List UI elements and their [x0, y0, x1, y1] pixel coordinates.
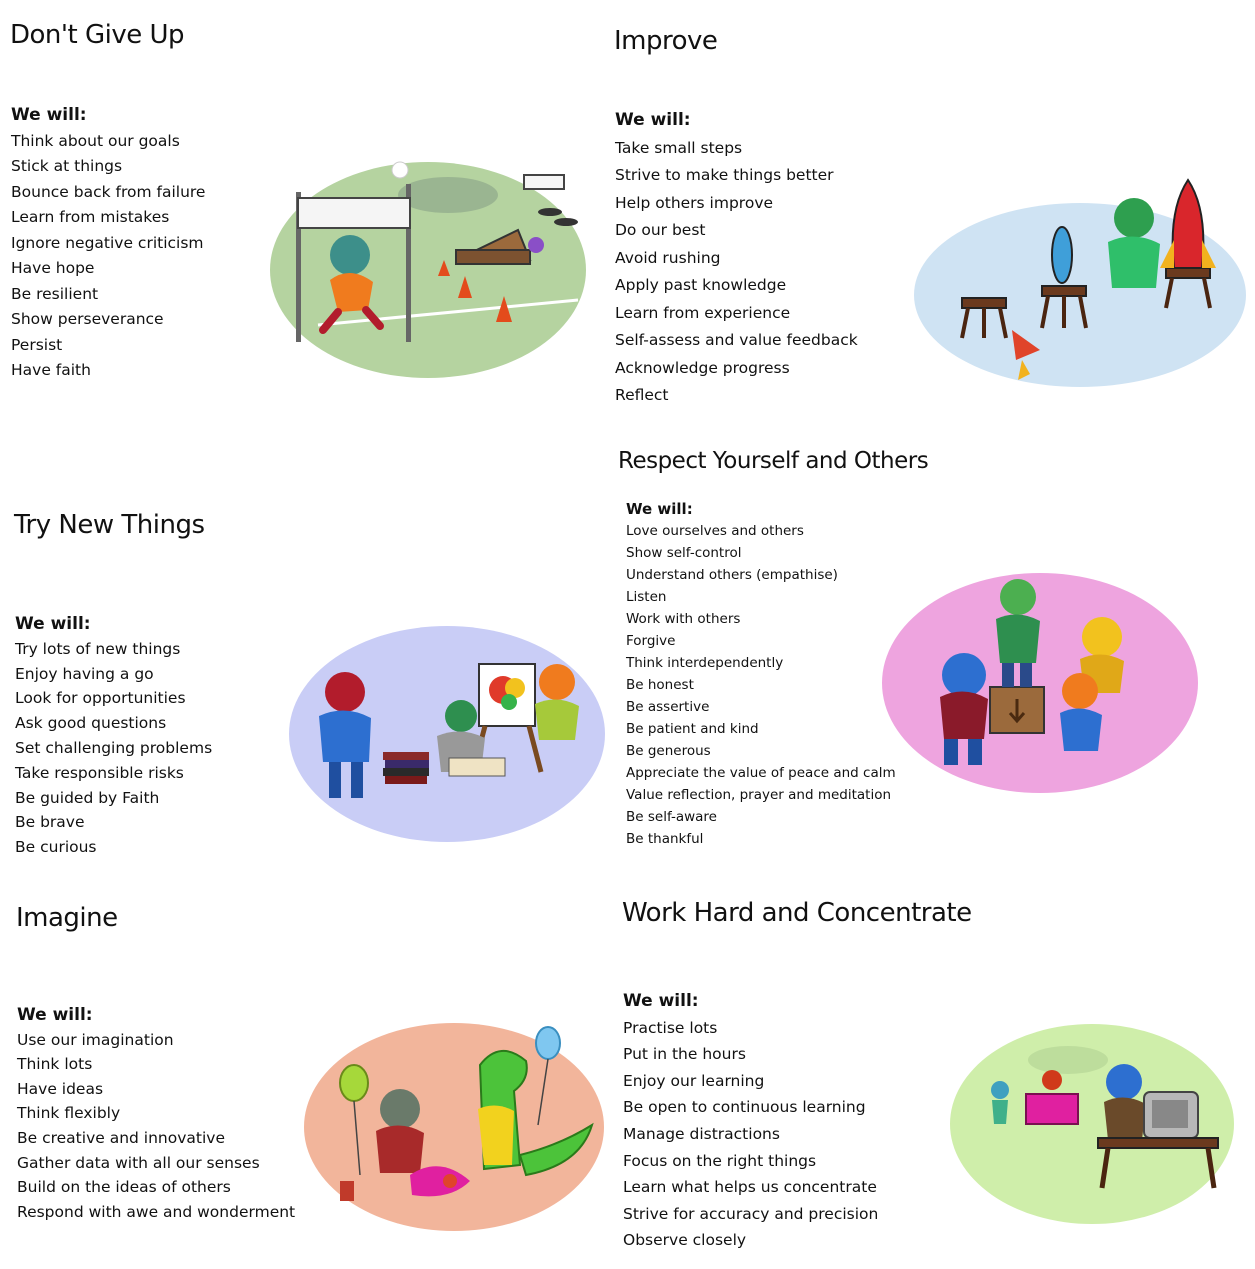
list-item: Try lots of new things — [15, 639, 181, 658]
list-try-new-things — [15, 612, 212, 860]
list-item: Respond with awe and wonderment — [17, 1202, 296, 1221]
list-item: Practise lots — [623, 1018, 718, 1037]
list-item: Work with others — [626, 611, 741, 627]
list-item: Be self-aware — [626, 809, 717, 825]
section-title-try-new-things: Try New Things — [14, 510, 205, 540]
list-item: Enjoy having a go — [15, 664, 154, 683]
section-title-dont-give-up: Don't Give Up — [10, 20, 185, 50]
list-item: Love ourselves and others — [626, 523, 804, 539]
list-item: Forgive — [626, 633, 676, 649]
list-item: Reflect — [615, 386, 669, 404]
list-item: Ask good questions — [15, 714, 167, 733]
list-item: Be assertive — [626, 699, 710, 715]
list-item: Look for opportunities — [15, 689, 186, 708]
list-item: Focus on the right things — [623, 1151, 817, 1170]
list-item: Think lots — [17, 1055, 93, 1074]
list-item: Build on the ideas of others — [17, 1178, 231, 1197]
list-item: Be patient and kind — [626, 721, 759, 737]
list-item: Have ideas — [17, 1079, 104, 1098]
list-item: Show perseverance — [11, 310, 164, 328]
section-title-respect: Respect Yourself and Others — [618, 448, 929, 474]
we-will-label: We will: — [615, 110, 691, 130]
list-item: Be curious — [15, 838, 97, 857]
list-item: Value reflection, prayer and meditation — [626, 787, 892, 803]
list-item: Stick at things — [11, 157, 123, 175]
list-item: Listen — [626, 589, 667, 605]
list-item: Think about our goals — [11, 131, 180, 150]
list-item: Learn what helps us concentrate — [623, 1178, 877, 1197]
list-item: Use our imagination — [17, 1030, 174, 1049]
list-item: Have faith — [11, 361, 91, 379]
list-item: Strive to make things better — [615, 166, 834, 184]
list-improve — [615, 107, 858, 410]
list-item: Avoid rushing — [615, 248, 721, 267]
list-work-hard — [623, 988, 878, 1254]
list-item: Learn from experience — [615, 303, 791, 322]
list-item: Think flexibly — [17, 1104, 121, 1123]
list-item: Be honest — [626, 677, 694, 693]
list-item: Be guided by Faith — [15, 788, 160, 807]
list-item: Be thankful — [626, 831, 704, 847]
list-item: Do our best — [615, 221, 706, 239]
list-item: Help others improve — [615, 193, 774, 212]
list-item: Acknowledge progress — [615, 358, 790, 377]
illustration-painting — [285, 612, 605, 847]
we-will-label: We will: — [11, 105, 87, 125]
list-item: Ignore negative criticism — [11, 233, 204, 252]
list-item: Manage distractions — [623, 1124, 780, 1143]
list-dont-give-up — [11, 103, 205, 384]
list-item: Understand others (empathise) — [626, 567, 838, 583]
list-item: Show self-control — [626, 545, 742, 561]
section-title-imagine: Imagine — [16, 903, 118, 933]
illustration-obstacle-course — [268, 150, 588, 385]
list-item: Bounce back from failure — [11, 182, 206, 201]
list-item: Set challenging problems — [15, 738, 213, 757]
we-will-label: We will: — [17, 1005, 93, 1025]
section-title-improve: Improve — [614, 26, 718, 56]
list-item: Persist — [11, 335, 63, 354]
illustration-friends — [880, 565, 1202, 797]
list-item: Appreciate the value of peace and calm — [626, 765, 896, 781]
illustration-computer — [948, 1020, 1238, 1230]
we-will-label: We will: — [623, 991, 699, 1011]
list-imagine — [17, 1003, 295, 1224]
list-item: Put in the hours — [623, 1045, 746, 1064]
list-item: Observe closely — [623, 1231, 747, 1250]
list-item: Take responsible risks — [15, 763, 184, 782]
section-title-work-hard: Work Hard and Concentrate — [622, 898, 972, 928]
list-item: Be resilient — [11, 284, 99, 303]
list-item: Be generous — [626, 743, 711, 759]
illustration-dragon-costume — [300, 1005, 610, 1237]
we-will-label: We will: — [15, 614, 91, 634]
list-item: Gather data with all our senses — [17, 1153, 260, 1172]
list-item: Strive for accuracy and precision — [623, 1204, 879, 1223]
list-respect — [626, 498, 896, 850]
list-item: Be brave — [15, 813, 85, 832]
illustration-rockets — [912, 160, 1248, 390]
list-item: Learn from mistakes — [11, 208, 170, 226]
list-item: Apply past knowledge — [615, 276, 787, 294]
list-item: Take small steps — [615, 138, 743, 157]
list-item: Enjoy our learning — [623, 1071, 765, 1090]
list-item: Be open to continuous learning — [623, 1098, 866, 1117]
list-item: Be creative and innovative — [17, 1128, 225, 1147]
we-will-label: We will: — [626, 500, 693, 518]
list-item: Self-assess and value feedback — [615, 331, 858, 349]
list-item: Think interdependently — [626, 655, 784, 671]
list-item: Have hope — [11, 259, 95, 277]
